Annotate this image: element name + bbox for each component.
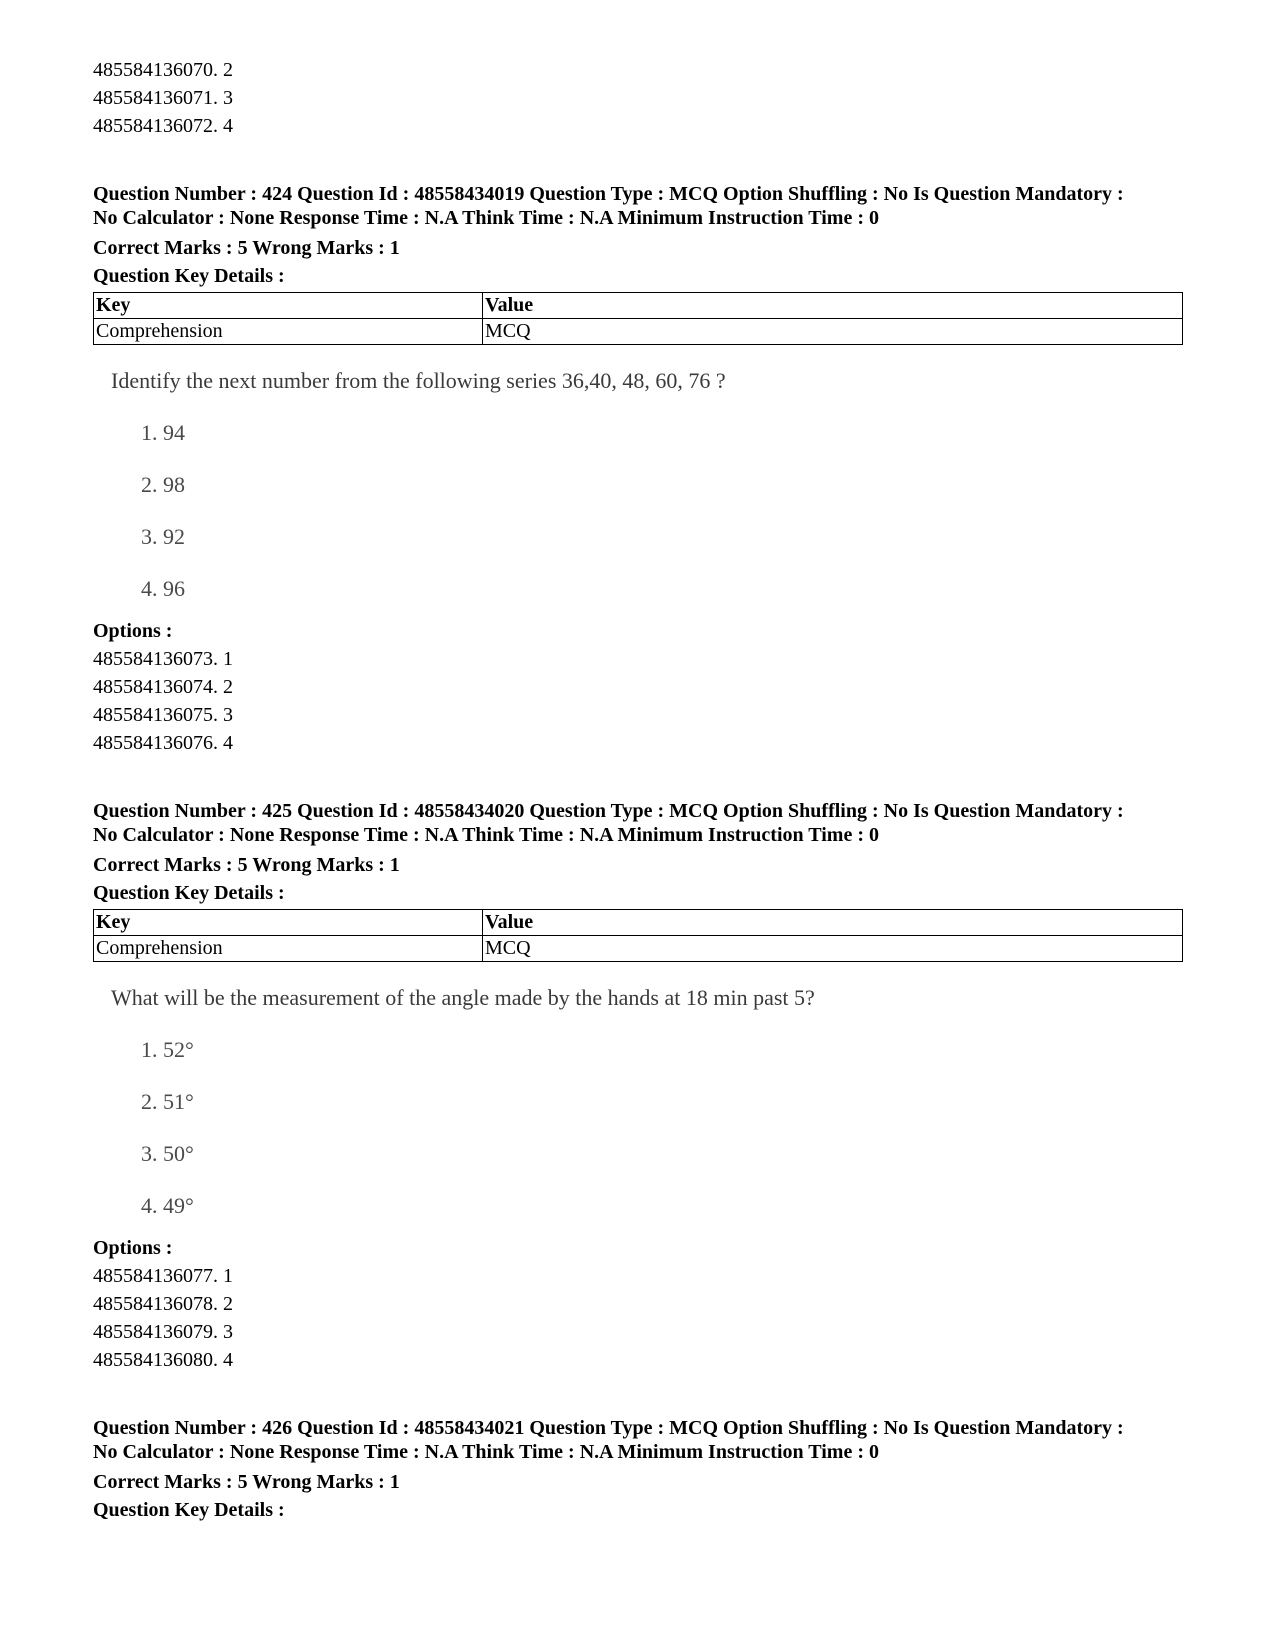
- key-table-cell-key: Comprehension: [94, 936, 483, 962]
- option-id-line: 485584136072. 4: [93, 115, 233, 137]
- question-choice: 2. 98: [141, 472, 185, 497]
- option-id-line: 485584136074. 2: [93, 676, 233, 698]
- option-id-line: 485584136077. 1: [93, 1265, 233, 1287]
- question-text: Identify the next number from the following series 36,40, 48, 60, 76 ?: [111, 368, 726, 393]
- question-choice: 3. 92: [141, 524, 185, 549]
- key-table-header-row: [94, 910, 1183, 936]
- key-table-header-key: Key: [94, 910, 483, 936]
- question-choice: 4. 96: [141, 576, 185, 601]
- question-meta-line-2: No Calculator : None Response Time : N.A Think Time : N.A Minimum Instruction Time : 0: [93, 207, 879, 229]
- question-marks: Correct Marks : 5 Wrong Marks : 1: [93, 1471, 400, 1493]
- key-table-header-row: [94, 293, 1183, 319]
- key-table-row: [94, 936, 1183, 962]
- question-meta-line-1: Question Number : 424 Question Id : 48558434019 Question Type : MCQ Option Shuffling : No Is Question Mandatory :: [93, 183, 1124, 205]
- question-block-426: [93, 1416, 1183, 1524]
- question-text: What will be the measurement of the angle made by the hands at 18 min past 5?: [111, 985, 815, 1010]
- question-key-details-label: Question Key Details :: [93, 1499, 285, 1521]
- question-choice: 1. 52°: [141, 1037, 194, 1062]
- option-id-line: 485584136070. 2: [93, 59, 233, 81]
- key-table-row: [94, 319, 1183, 345]
- question-choice: 3. 50°: [141, 1141, 194, 1166]
- options-label: Options :: [93, 1237, 173, 1259]
- question-meta-line-2: No Calculator : None Response Time : N.A Think Time : N.A Minimum Instruction Time : 0: [93, 1441, 879, 1463]
- previous-options-list: [93, 56, 1183, 140]
- option-id-line: 485584136071. 3: [93, 87, 233, 109]
- key-table-header-value: Value: [483, 293, 1183, 319]
- option-id-line: 485584136073. 1: [93, 648, 233, 670]
- question-key-details-label: Question Key Details :: [93, 882, 285, 904]
- question-block-425: [93, 799, 1183, 1374]
- key-table-cell-key: Comprehension: [94, 319, 483, 345]
- question-meta-line-1: Question Number : 426 Question Id : 48558434021 Question Type : MCQ Option Shuffling : No Is Question Mandatory :: [93, 1417, 1124, 1439]
- key-table-header-key: Key: [94, 293, 483, 319]
- question-key-table: [93, 909, 1183, 962]
- option-id-line: 485584136080. 4: [93, 1349, 233, 1371]
- question-meta-line-1: Question Number : 425 Question Id : 48558434020 Question Type : MCQ Option Shuffling : No Is Question Mandatory :: [93, 800, 1124, 822]
- question-marks: Correct Marks : 5 Wrong Marks : 1: [93, 854, 400, 876]
- option-id-line: 485584136075. 3: [93, 704, 233, 726]
- question-meta-line-2: No Calculator : None Response Time : N.A Think Time : N.A Minimum Instruction Time : 0: [93, 824, 879, 846]
- question-choice: 1. 94: [141, 420, 185, 445]
- option-id-line: 485584136078. 2: [93, 1293, 233, 1315]
- options-label: Options :: [93, 620, 173, 642]
- question-image: [111, 984, 1183, 1220]
- question-key-table: [93, 292, 1183, 345]
- key-table-cell-value: MCQ: [483, 936, 1183, 962]
- key-table-cell-value: MCQ: [483, 319, 1183, 345]
- document-page: [93, 56, 1183, 1524]
- question-marks: Correct Marks : 5 Wrong Marks : 1: [93, 237, 400, 259]
- option-id-line: 485584136079. 3: [93, 1321, 233, 1343]
- question-choice: 2. 51°: [141, 1089, 194, 1114]
- question-block-424: [93, 182, 1183, 757]
- question-image: [111, 367, 1183, 603]
- question-choice: 4. 49°: [141, 1193, 194, 1218]
- option-id-line: 485584136076. 4: [93, 732, 233, 754]
- key-table-header-value: Value: [483, 910, 1183, 936]
- question-key-details-label: Question Key Details :: [93, 265, 285, 287]
